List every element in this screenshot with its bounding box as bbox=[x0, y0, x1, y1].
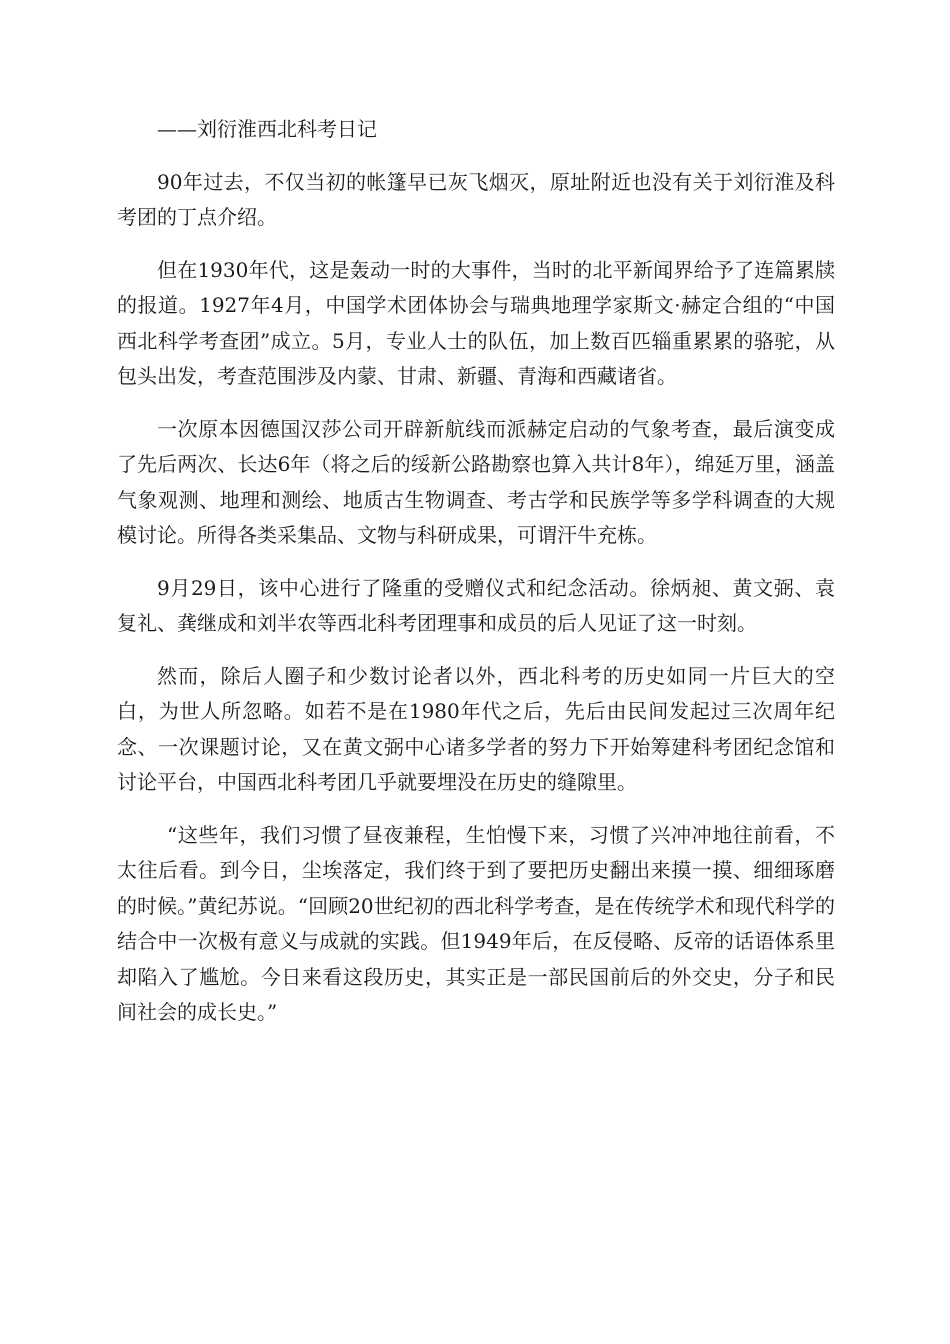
document-page bbox=[117, 112, 835, 1048]
paragraph-3: 一次原本因德国汉莎公司开辟新航线而派赫定启动的气象考查，最后演变成了先后两次、长达6年（将之后的绥新公路勘察也算入共计8年），绵延万里，涵盖气象观测、地理和测绘、地质古生物调查、考古学和民族学等多学科调查的大规模讨论。所得各类采集品、文物与科研成果，可谓汗牛充栋。 bbox=[117, 416, 835, 547]
paragraph-5: 然而，除后人圈子和少数讨论者以外，西北科考的历史如同一片巨大的空白，为世人所忽略。如若不是在1980年代之后，先后由民间发起过三次周年纪念、一次课题讨论，又在黄文弼中心诸多学者的努力下开始筹建科考团纪念馆和讨论平台，中国西北科考团几乎就要埋没在历史的缝隙里。 bbox=[117, 663, 835, 794]
document-subtitle: ——刘衍淮西北科考日记 bbox=[157, 117, 377, 141]
paragraph-6-quote: “这些年，我们习惯了昼夜兼程，生怕慢下来，习惯了兴冲冲地往前看，不太往后看。到今日，尘埃落定，我们终于到了要把历史翻出来摸一摸、细细琢磨的时候。”黄纪苏说。“回顾20世纪初的西北科学考查，是在传统学术和现代科学的结合中一次极有意义与成就的实践。但1949年后，在反侵略、反帝的话语体系里却陷入了尴尬。今日来看这段历史，其实正是一部民国前后的外交史，分子和民间社会的成长史。” bbox=[117, 822, 835, 1024]
paragraph-1: 90年过去，不仅当初的帐篷早已灰飞烟灭，原址附近也没有关于刘衍淮及科考团的丁点介绍。 bbox=[117, 169, 835, 229]
paragraph-4: 9月29日，该中心进行了隆重的受赠仪式和纪念活动。徐炳昶、黄文弼、袁复礼、龚继成和刘半农等西北科考团理事和成员的后人见证了这一时刻。 bbox=[117, 575, 835, 635]
paragraph-2: 但在1930年代，这是轰动一时的大事件，当时的北平新闻界给予了连篇累牍的报道。1927年4月，中国学术团体协会与瑞典地理学家斯文·赫定合组的“中国西北科学考查团”成立。5月，专业人士的队伍，加上数百匹辎重累累的骆驼，从包头出发，考查范围涉及内蒙、甘肃、新疆、青海和西藏诸省。 bbox=[117, 257, 835, 388]
